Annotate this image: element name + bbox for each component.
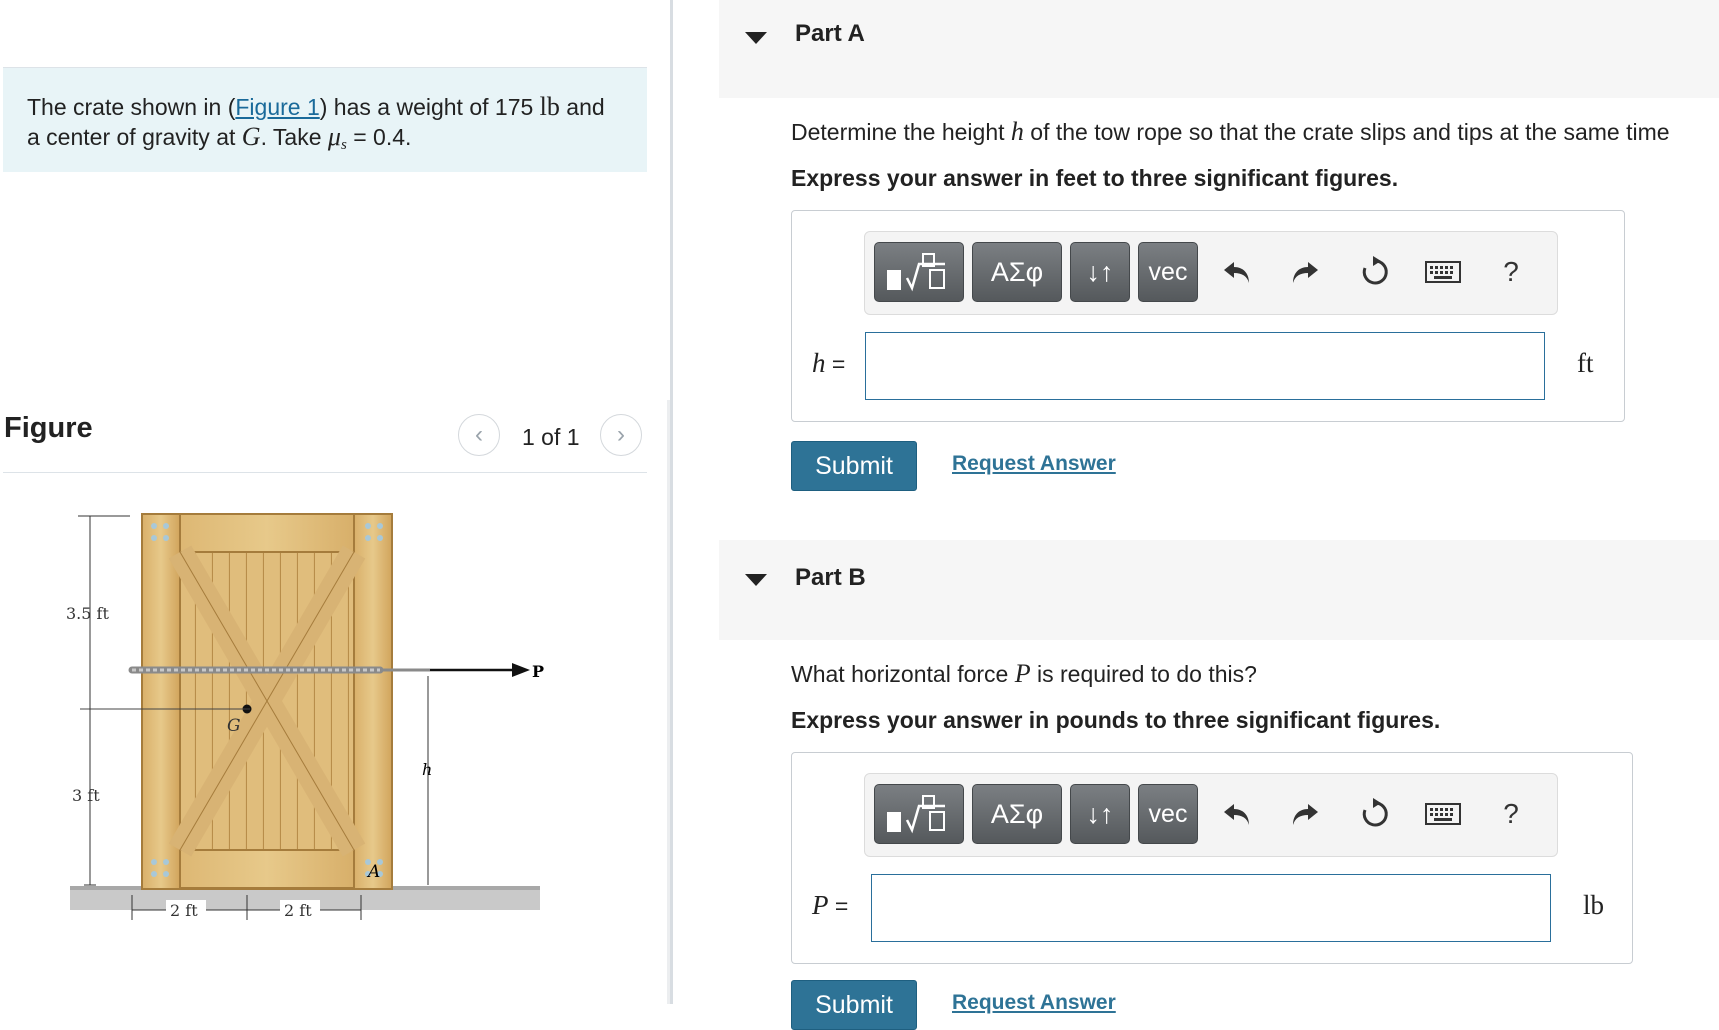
part-b-title: Part B bbox=[795, 564, 866, 591]
part-b-unit: lb bbox=[1583, 890, 1605, 920]
part-b-request-answer-link[interactable]: Request Answer bbox=[952, 991, 1116, 1014]
keyboard-icon[interactable] bbox=[1421, 250, 1465, 294]
part-a-instruction: Express your answer in feet to three significant figures. bbox=[791, 165, 1399, 191]
label-h: h bbox=[422, 760, 433, 779]
part-a-math-toolbar bbox=[864, 231, 1558, 315]
part-b-question: What horizontal force P is required to do this? bbox=[791, 659, 1257, 688]
vector-button[interactable]: vec bbox=[1138, 784, 1198, 844]
part-a-variable-label: h = bbox=[812, 348, 846, 378]
part-a-unit: ft bbox=[1577, 348, 1594, 378]
collapse-triangle-icon[interactable] bbox=[745, 574, 767, 586]
fraction-root-icon bbox=[883, 792, 955, 836]
fraction-root-icon bbox=[883, 250, 955, 294]
label-3-5-ft: 3.5 ft bbox=[66, 604, 109, 623]
greek-symbols-button[interactable]: ΑΣφ bbox=[972, 784, 1062, 844]
part-b-answer-box bbox=[791, 752, 1633, 964]
part-a-header[interactable] bbox=[719, 0, 1719, 98]
redo-icon[interactable] bbox=[1283, 792, 1327, 836]
chevron-left-icon: ‹ bbox=[475, 421, 483, 448]
vector-button[interactable]: vec bbox=[1138, 242, 1198, 302]
part-b-math-toolbar bbox=[864, 773, 1558, 857]
collapse-triangle-icon[interactable] bbox=[745, 32, 767, 44]
part-a-question: Determine the height h of the tow rope so that the crate slips and tips at the same time bbox=[791, 117, 1670, 146]
label-2-ft-left: 2 ft bbox=[170, 901, 198, 920]
label-a: A bbox=[368, 862, 381, 882]
chevron-right-icon: › bbox=[617, 421, 625, 448]
figure-link[interactable]: Figure 1 bbox=[235, 94, 320, 120]
answer-panel bbox=[673, 0, 1686, 1019]
undo-icon[interactable] bbox=[1215, 250, 1259, 294]
undo-icon[interactable] bbox=[1215, 792, 1259, 836]
part-b-answer-input[interactable] bbox=[871, 874, 1551, 942]
part-b-variable-label: P = bbox=[812, 890, 849, 920]
prev-figure-button[interactable] bbox=[458, 414, 500, 456]
part-a-answer-box bbox=[791, 210, 1625, 422]
subscript-superscript-button[interactable]: ↓↑ bbox=[1070, 784, 1130, 844]
help-icon[interactable]: ? bbox=[1503, 798, 1519, 829]
part-b-instruction: Express your answer in pounds to three significant figures. bbox=[791, 707, 1441, 733]
redo-icon[interactable] bbox=[1283, 250, 1327, 294]
next-figure-button[interactable] bbox=[600, 414, 642, 456]
reset-icon[interactable] bbox=[1353, 250, 1397, 294]
templates-button[interactable] bbox=[874, 242, 964, 302]
templates-button[interactable] bbox=[874, 784, 964, 844]
part-a-request-answer-link[interactable]: Request Answer bbox=[952, 452, 1116, 475]
keyboard-icon[interactable] bbox=[1421, 792, 1465, 836]
part-a-submit-button[interactable]: Submit bbox=[791, 441, 917, 491]
reset-icon[interactable] bbox=[1353, 792, 1397, 836]
problem-panel bbox=[0, 0, 670, 1004]
label-3-ft: 3 ft bbox=[72, 786, 100, 805]
crate-figure bbox=[60, 500, 545, 980]
subscript-superscript-button[interactable]: ↓↑ bbox=[1070, 242, 1130, 302]
figure-pager: 1 of 1 bbox=[522, 424, 580, 450]
part-a-answer-input[interactable] bbox=[865, 332, 1545, 400]
greek-symbols-button[interactable]: ΑΣφ bbox=[972, 242, 1062, 302]
figure-title: Figure bbox=[4, 412, 93, 444]
problem-statement: The crate shown in (Figure 1) has a weight of 175 lb and a center of gravity at G. Take $\mu_s = 0.4$. bbox=[3, 68, 647, 172]
help-icon[interactable]: ? bbox=[1503, 256, 1519, 287]
label-2-ft-right: 2 ft bbox=[284, 901, 312, 920]
part-b-submit-button[interactable]: Submit bbox=[791, 980, 917, 1030]
part-a-title: Part A bbox=[795, 20, 865, 47]
part-b-header[interactable] bbox=[719, 540, 1719, 640]
label-g: G bbox=[227, 716, 241, 736]
label-p: P bbox=[532, 662, 545, 681]
divider-line bbox=[3, 472, 647, 473]
